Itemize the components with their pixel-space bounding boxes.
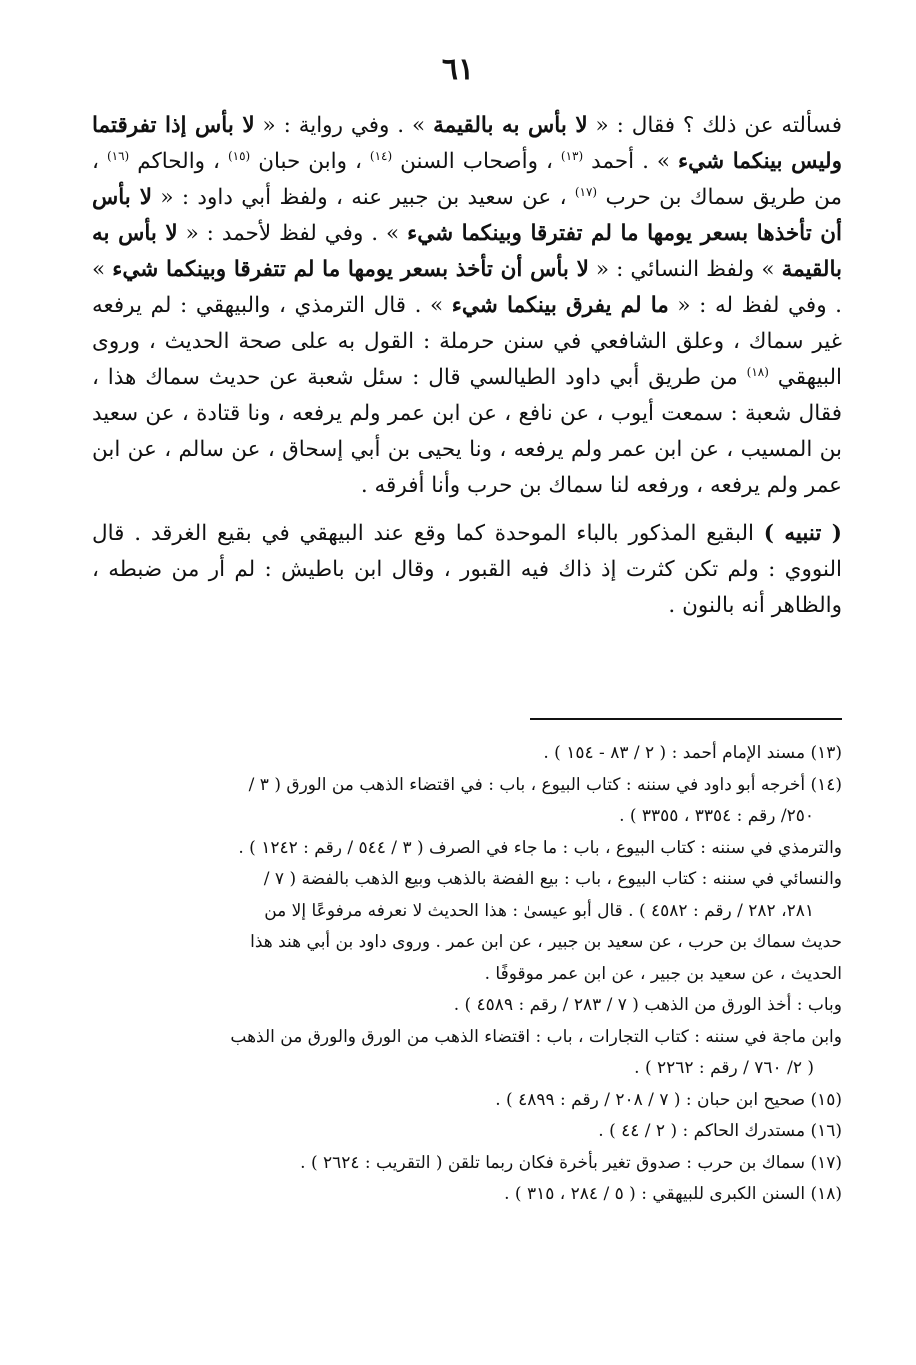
footnote-ref-14[interactable]: (١٤) xyxy=(369,148,393,163)
main-text xyxy=(92,108,842,624)
hadith-quote: لا بأس به بالقيمة xyxy=(92,221,842,282)
footnote-line: والنسائي في سننه : كتاب البيوع ، باب : بيع الفضة بالذهب وبيع الذهب بالفضة ( ٧ / xyxy=(263,869,842,889)
footnote-continuation: ( ٢/ ٧٦٠ / رقم : ٢٢٦٢ ) . xyxy=(634,1058,814,1078)
text-run: » ولفظ النسائي : « xyxy=(595,257,775,282)
footnote-continuation: ٢٨١، ٢٨٢ / رقم : ٤٥٨٢ ) . قال أبو عيسىٰ : هذا الحديث لا نعرفه مرفوعًا إلا من xyxy=(264,900,814,921)
text-run: » . وفي لفظ له : « xyxy=(92,257,842,318)
text-run: » . وفي رواية : « xyxy=(262,113,426,138)
hadith-quote: لا بأس أن تأخذ بسعر يومها ما لم تتفرقا وبينكما شيء xyxy=(112,257,589,282)
text-run: من طريق أبي داود الطيالسي قال : سئل شعبة عن حديث سماك هذا ، فقال شعبة : سمعت أيوب ، عن نافع ، عن ابن عمر ولم يرفعه ، ونا قتادة ، عن سعيد بن المسيب ، عن ابن عمر ولم يرفعه ، ونا يحيى بن أبي إسحاق ، عن سالم ، عن ابن عمر ولم يرفعه ، ورفعه لنا سماك بن حرب وأنا أفرقه . xyxy=(92,365,842,498)
footnote-line: والترمذي في سننه : كتاب البيوع ، باب : ما جاء في الصرف ( ٣ / ٥٤٤ / رقم : ١٢٤٢ ) . xyxy=(238,837,842,858)
footnote-line: (١٤) أخرجه أبو داود في سننه : كتاب البيوع ، باب : في اقتضاء الذهب من الورق ( ٣ / xyxy=(248,774,842,795)
footnote-line: حديث سماك بن حرب ، عن سعيد بن جبير ، عن ابن عمر . وروى داود بن أبي هند هذا xyxy=(250,932,842,952)
hadith-quote: ما لم يفرق بينكما شيء xyxy=(451,293,669,318)
footnote-line: (١٧) سماك بن حرب : صدوق تغير بأخرة فكان ربما تلقن ( التقريب : ٢٦٢٤ ) . xyxy=(300,1152,842,1173)
footnote-continuation: ٢٥٠/ رقم : ٣٣٥٤ ، ٣٣٥٥ ) . xyxy=(619,806,814,826)
text-run: ، والحاكم xyxy=(137,149,220,174)
footnote-separator xyxy=(530,718,842,720)
text-run: ، عن سعيد بن جبير عنه ، ولفظ أبي داود : « xyxy=(160,185,567,210)
text-run: ، وابن حبان xyxy=(258,149,362,174)
footnote-line: (١٥) صحيح ابن حبان : ( ٧ / ٢٠٨ / رقم : ٤٨٩٩ ) . xyxy=(495,1089,842,1110)
footnote-line: (١٣) مسند الإمام أحمد : ( ٢ / ٨٣ - ١٥٤ ) . xyxy=(543,743,842,763)
footnote-line: وابن ماجة في سننه : كتاب التجارات ، باب : اقتضاء الذهب من الورق والورق من الذهب xyxy=(230,1026,842,1047)
text-run: » . وفي لفظ لأحمد : « xyxy=(185,221,400,246)
note-label: ( تنبيه ) xyxy=(763,521,842,546)
footnote-ref-15[interactable]: (١٥) xyxy=(227,148,251,163)
footnote-ref-16[interactable]: (١٦) xyxy=(106,148,130,163)
text-run: » . أحمد xyxy=(591,149,671,174)
text-run: ، من طريق سماك بن حرب xyxy=(92,149,842,210)
footnote-line: (١٦) مستدرك الحاكم : ( ٢ / ٤٤ ) . xyxy=(598,1121,842,1141)
footnote-line: وباب : أخذ الورق من الذهب ( ٧ / ٢٨٣ / رقم : ٤٥٨٩ ) . xyxy=(453,995,842,1015)
text-run: » . قال الترمذي ، والبيهقي : لم يرفعه غير سماك ، وعلق الشافعي في سنن حرملة : القول به على صحة الحديث ، وروى البيهقي xyxy=(92,293,842,390)
footnote-line: (١٨) السنن الكبرى للبيهقي : ( ٥ / ٢٨٤ ، ٣١٥ ) . xyxy=(504,1184,842,1204)
footnote-ref-13[interactable]: (١٣) xyxy=(560,148,584,163)
hadith-quote: لا بأس إذا تفرقتما وليس بينكما شيء xyxy=(92,113,842,174)
footnote-ref-17[interactable]: (١٧) xyxy=(574,184,598,199)
footnotes xyxy=(92,738,842,1211)
note-text: البقيع المذكور بالباء الموحدة كما وقع عند البيهقي في بقيع الغرقد . قال النووي : ولم تكن كثرت إذ ذاك فيه القبور ، وقال ابن باطيش : لم أر من ضبطه ، والظاهر أنه بالنون . xyxy=(92,521,842,618)
footnote-line: الحديث ، عن سعيد بن جبير ، عن ابن عمر موقوفًا . xyxy=(484,963,842,984)
hadith-quote: لا بأس به بالقيمة xyxy=(433,113,588,138)
text-run: ، وأصحاب السنن xyxy=(400,149,553,174)
hadith-paragraph xyxy=(92,108,842,504)
page-number: ٦١ xyxy=(441,52,475,87)
note-paragraph xyxy=(92,516,842,624)
text-run: فسألته عن ذلك ؟ فقال : « xyxy=(595,113,842,138)
hadith-quote: لا بأس أن تأخذها بسعر يومها ما لم تفترقا وبينكما شيء xyxy=(92,185,843,246)
footnote-ref-18[interactable]: (١٨) xyxy=(746,364,769,379)
